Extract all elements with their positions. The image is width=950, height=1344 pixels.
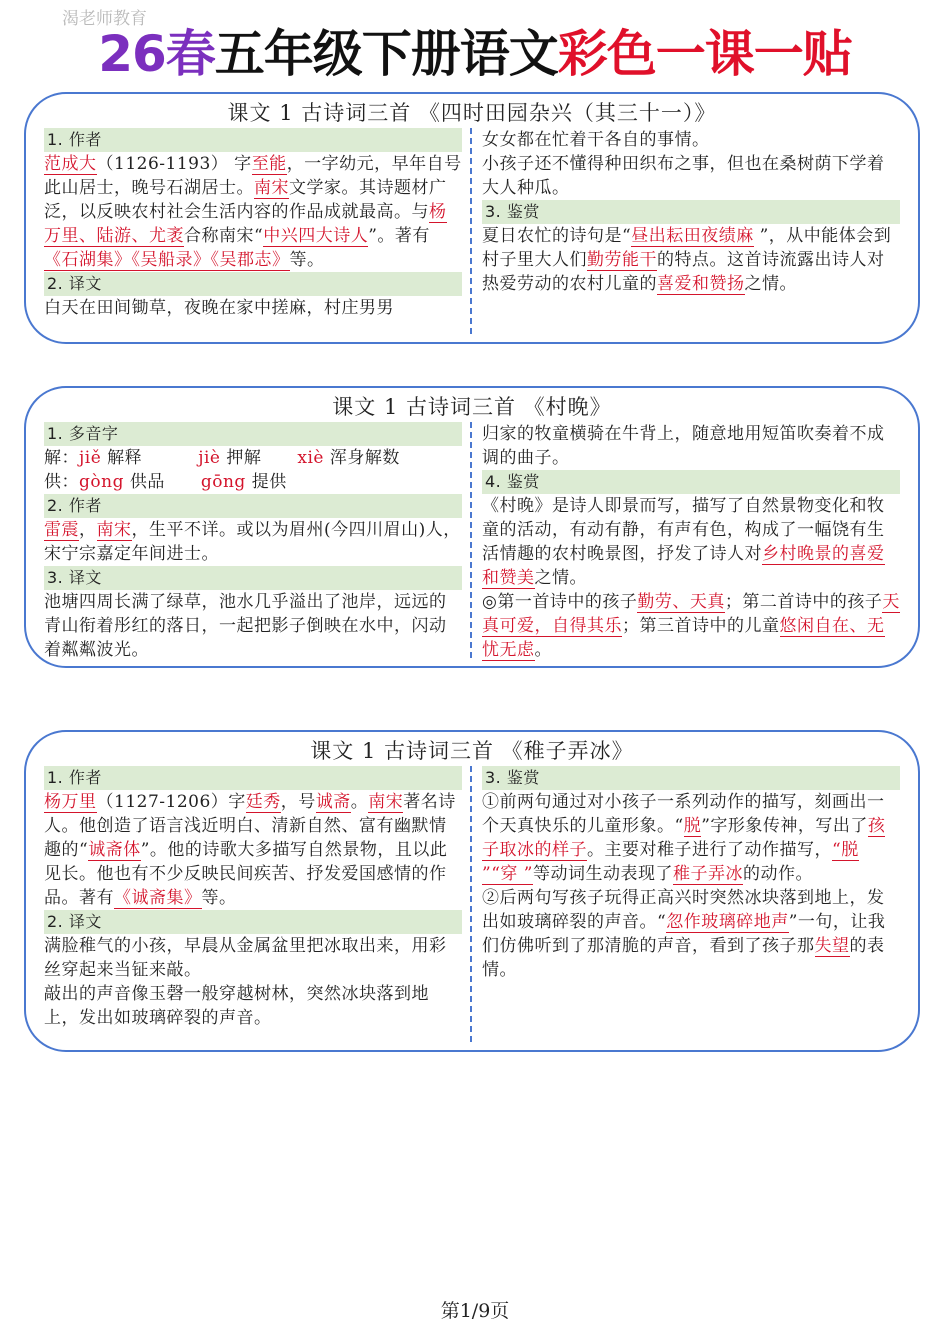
right-column [472,766,900,1042]
section-heading: 2. 作者 [44,494,462,518]
title-part-2: 五年级下册语文 [214,25,558,83]
polyphone-gong: 供：gòng 供品 gōng 提供 [44,472,287,492]
section-heading: 4. 鉴赏 [482,470,900,494]
section-heading: 3. 鉴赏 [482,200,900,224]
title-part-1: 26春 [98,25,215,83]
translation-line: 归家的牧童横骑在牛背上，随意地用短笛吹奏着不成调的曲子。 [482,424,885,468]
page-title [0,14,950,86]
appreciation-paragraph: 《村晚》是诗人即景而写，描写了自然景物变化和牧童的活动，有动有静，有声有色，构成了一幅饶有生活情趣的农村晚景图，抒发了诗人对乡村晚景的喜爱和赞美之情。 [482,496,885,588]
card-title: 课文 1 古诗词三首 《稚子弄冰》 [310,739,634,763]
section-heading: 3. 译文 [44,566,462,590]
translation-line: 小孩子还不懂得种田织布之事，但也在桑树荫下学着大人种瓜。 [482,154,885,198]
appreciation-paragraph: ②后两句写孩子玩得正高兴时突然冰块落到地上，发出如玻璃碎裂的声音。“忽作玻璃碎地声”一句，让我们仿佛听到了那清脆的声音，看到了孩子那失望的表情。 [482,888,886,980]
section-heading: 1. 多音字 [44,422,462,446]
right-column [472,128,900,334]
translation-line: 敲出的声音像玉磬一般穿越树林，突然冰块落到地上，发出如玻璃碎裂的声音。 [44,984,429,1028]
left-column [44,766,472,1042]
lesson-card-zhizi [24,730,920,1052]
translation-line: 满脸稚气的小孩，早晨从金属盆里把冰取出来，用彩丝穿起来当钲来敲。 [44,936,447,980]
appreciation-paragraph: ①前两句通过对小孩子一系列动作的描写，刻画出一个天真快乐的儿童形象。“脱”字形象传神，写出了孩子取冰的样子。主要对稚子进行了动作描写，“脱 ”“穿 ”等动词生动表现了稚子弄冰的动作。 [482,792,886,884]
watermark: 渴老师教育 [62,9,147,29]
section-heading: 1. 作者 [44,766,462,790]
translation-line: 女女都在忙着干各自的事情。 [482,130,710,150]
comparison-paragraph: ◎第一首诗中的孩子勤劳、天真；第二首诗中的孩子天真可爱，自得其乐；第三首诗中的儿童悠闲自在、无忧无虑。 [482,592,900,660]
section-heading: 2. 译文 [44,910,462,934]
lesson-card-siji [24,92,920,344]
author-paragraph: 范成大（1126-1193） 字至能，一字幼元，早年自号此山居士，晚号石湖居士。南宋文学家。其诗题材广泛，以反映农村社会生活内容的作品成就最高。与杨万里、陆游、尤袤合称南宋“中兴四大诗人”。著有《石湖集》《吴船录》《吴郡志》等。 [44,154,462,270]
polyphone-jie: 解：jiě 解释 jiè 押解 xiè 浑身解数 [44,448,400,468]
card-title: 课文 1 古诗词三首 《村晚》 [332,395,612,419]
left-column [44,128,472,334]
section-heading: 1. 作者 [44,128,462,152]
author-paragraph: 杨万里（1127-1206）字廷秀，号诚斋。南宋著名诗人。他创造了语言浅近明白、清新自然、富有幽默情趣的“诚斋体”。他的诗歌大多描写自然景物，且以此见长。他也有不少反映民间疾苦、抒发爱国感情的作品。著有《诚斋集》等。 [44,792,456,908]
translation-line: 白天在田间锄草，夜晚在家中搓麻，村庄男男 [44,298,394,318]
translation-line: 池塘四周长满了绿草，池水几乎溢出了池岸，远远的青山衔着彤红的落日，一起把影子倒映在水中，闪动着粼粼波光。 [44,592,447,660]
left-column [44,422,472,658]
lesson-card-cunwan [24,386,920,668]
section-heading: 2. 译文 [44,272,462,296]
section-heading: 3. 鉴赏 [482,766,900,790]
right-column [472,422,900,658]
appreciation-paragraph: 夏日农忙的诗句是“昼出耘田夜绩麻 ”，从中能体会到村子里大人们勤劳能干的特点。这首诗流露出诗人对热爱劳动的农村儿童的喜爱和赞扬之情。 [482,226,892,294]
author-paragraph: 雷震，南宋，生平不详。或以为眉州(今四川眉山)人，宋宁宗嘉定年间进士。 [44,520,461,564]
title-part-3: 彩色一课一贴 [557,25,852,83]
page-number: 第1/9页 [440,1300,510,1322]
card-title: 课文 1 古诗词三首 《四时田园杂兴（其三十一）》 [227,101,717,125]
